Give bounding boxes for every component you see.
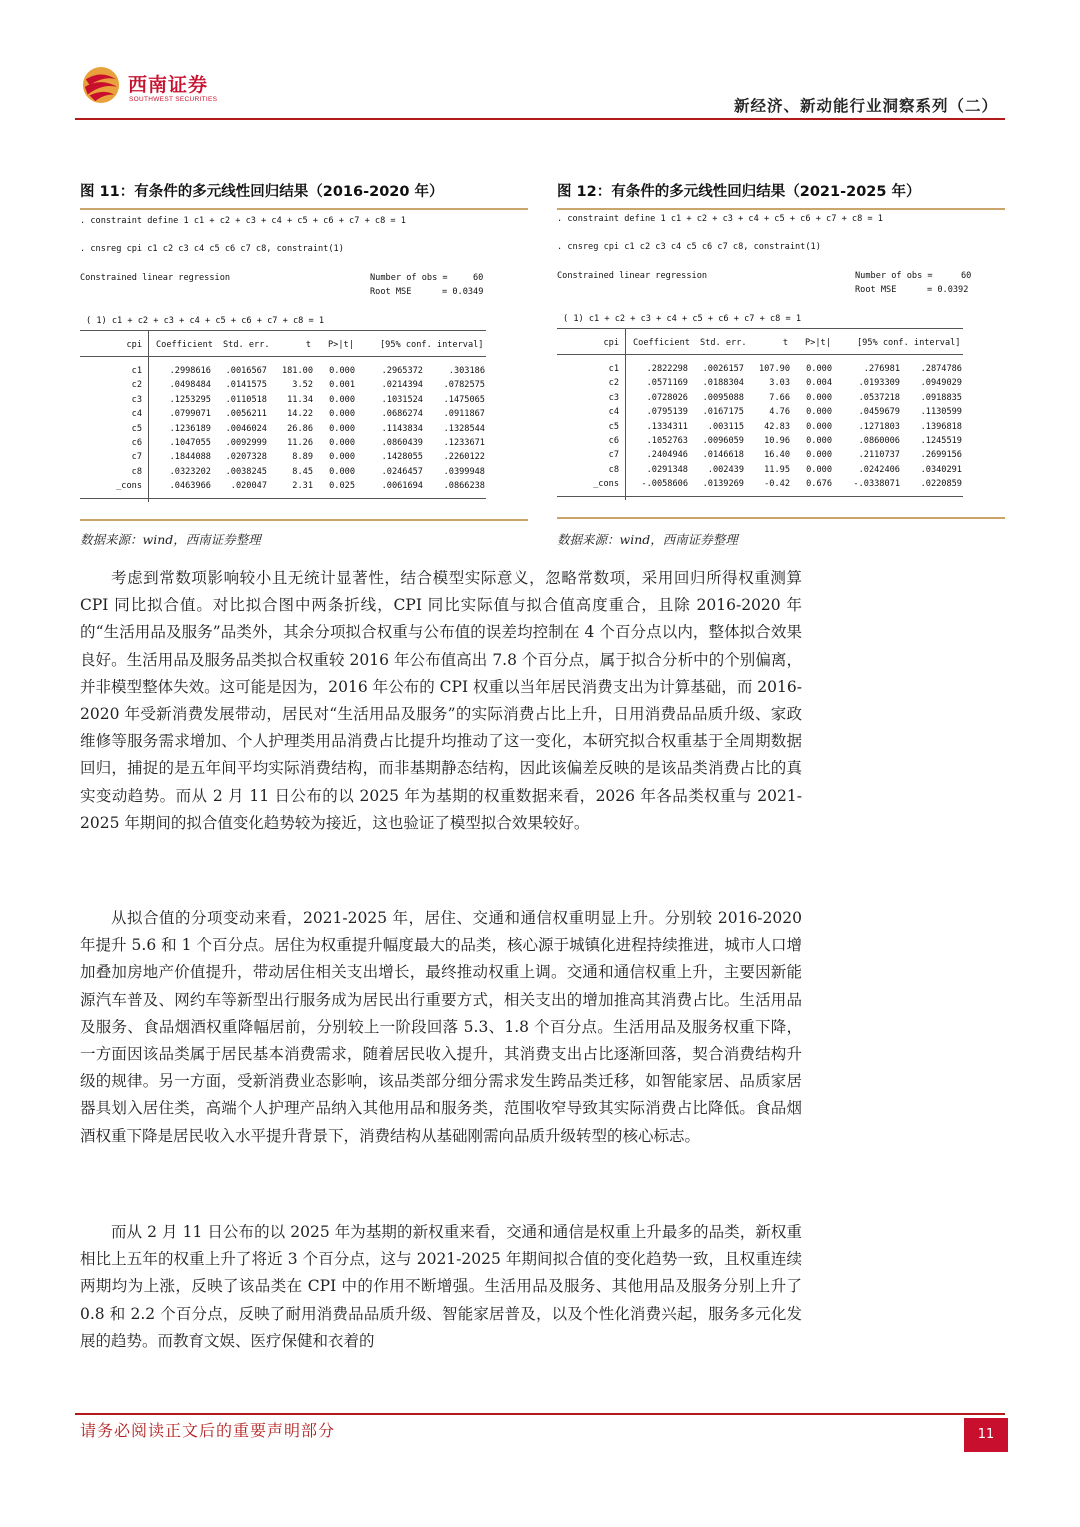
t-value: 11.26: [287, 438, 313, 448]
figure-source: 数据来源：wind，西南证券整理: [557, 532, 738, 547]
mse-label: Root MSE: [855, 285, 897, 295]
table-top-rule: [557, 328, 963, 329]
figure-title: 图 11：有条件的多元线性回归结果（2016-2020 年）: [80, 184, 444, 200]
std-error-value: .020047: [230, 481, 267, 492]
ci-upper-value: .2260122: [443, 452, 485, 463]
stata-command: . constraint define 1 c1 + c2 + c3 + c4 + c5 + c6 + c7 + c8 = 1: [557, 214, 883, 224]
t-value: 11.34: [287, 394, 313, 405]
constraint-text: ( 1) c1 + c2 + c3 + c4 + c5 + c6 + c7 + c8 = 1: [563, 314, 801, 324]
logo-emblem-icon: [82, 66, 120, 104]
ci-upper-value: .0918835: [920, 392, 962, 403]
std-error-value: .002439: [707, 464, 744, 475]
coefficient-value: .0571169: [646, 378, 688, 389]
coefficient-value: .1052763: [646, 436, 688, 446]
ci-lower-value: .0214394: [381, 380, 423, 391]
ci-lower-value: -.0338071: [853, 479, 900, 490]
coefficient-value: .1047055: [169, 438, 211, 448]
ci-lower-value: .0246457: [381, 466, 423, 477]
footer-divider: [75, 1413, 1005, 1415]
ci-lower-value: .0860439: [381, 438, 423, 448]
logo-english-name: SOUTHWEST SECURITIES: [129, 96, 218, 103]
table-column-divider: [148, 330, 149, 502]
coefficient-value: .2404946: [646, 450, 688, 461]
p-value: 0.000: [329, 438, 355, 448]
coefficient-value: .1334311: [646, 421, 688, 432]
ci-lower-value: .1428055: [381, 452, 423, 463]
column-header: Std. err.: [700, 338, 747, 348]
p-value: 0.000: [329, 409, 355, 420]
company-logo: [82, 66, 227, 110]
p-value: 0.000: [806, 364, 832, 374]
mse-label: Root MSE: [370, 287, 412, 297]
ci-upper-value: .0399948: [443, 466, 485, 477]
ci-upper-value: .303186: [448, 366, 485, 376]
row-label: c1: [608, 364, 619, 374]
std-error-value: .0139269: [702, 479, 744, 490]
column-header: cpi: [126, 340, 142, 350]
std-error-value: .0096059: [702, 436, 744, 446]
t-value: 8.89: [292, 452, 313, 463]
p-value: 0.000: [329, 366, 355, 376]
column-header: [95% conf. interval]: [380, 340, 484, 350]
obs-label: Number of obs =: [855, 271, 933, 281]
t-value: 10.96: [764, 436, 790, 446]
row-label: c5: [608, 421, 619, 432]
ci-lower-value: .1031524: [381, 394, 423, 405]
row-label: _cons: [116, 481, 142, 492]
column-header: Coefficient: [156, 340, 213, 350]
t-value: 4.76: [769, 407, 790, 418]
t-value: 11.95: [764, 464, 790, 475]
p-value: 0.000: [806, 464, 832, 475]
row-label: c3: [608, 392, 619, 403]
header-divider: [75, 118, 1005, 120]
ci-upper-value: .2699156: [920, 450, 962, 461]
t-value: 8.45: [292, 466, 313, 477]
ci-lower-value: .0193309: [858, 378, 900, 389]
ci-lower-value: .1271803: [858, 421, 900, 432]
row-label: c2: [608, 378, 619, 389]
body-paragraph: 考虑到常数项影响较小且无统计显著性，结合模型实际意义，忽略常数项，采用回归所得权重测算 CPI 同比拟合值。对比拟合图中两条折线，CPI 同比实际值与拟合值高度重合，且除 2016-2020 年的“生活用品及服务”品类外，其余分项拟合权重与公布值的误差均控制在 4 个百分点以内，整体拟合效果良好。生活用品及服务品类拟合权重较 2016 年公布值高出 7.8 个百分点，属于拟合分析中的个别偏离，并非模型整体失效。这可能是因为，2016 年公布的 CPI 权重以当年居民消费支出为计算基础，而 2016-2020 年受新消费发展带动，居民对“生活用品及服务”的实际消费占比上升，日用消费品品质升级、家政维修等服务需求增加、个人护理类用品消费占比提升均推动了这一变化，本研究拟合权重基于全周期数据回归，捕捉的是五年间平均实际消费结构，而非基期静态结构，因此该偏差反映的是该品类消费占比的真实变动趋势。而从 2 月 11 日公布的以 2025 年为基期的权重数据来看，2026 年各品类权重与 2021-2025 年期间的拟合值变化趋势较为接近，这也验证了模型拟合效果较好。: [80, 569, 802, 832]
row-label: c6: [131, 438, 142, 448]
std-error-value: .0188304: [702, 378, 744, 389]
t-value: 7.66: [769, 392, 790, 403]
std-error-value: .0146618: [702, 450, 744, 461]
figure-top-rule: [557, 208, 1005, 210]
row-label: c7: [608, 450, 619, 461]
figure-12: [557, 180, 1005, 547]
ci-upper-value: .0911867: [443, 409, 485, 420]
row-label: c8: [131, 466, 142, 477]
t-value: 26.86: [287, 423, 313, 434]
table-bottom-rule: [557, 496, 963, 497]
p-value: 0.676: [806, 479, 832, 490]
coefficient-value: .2822298: [646, 364, 688, 374]
std-error-value: .0207328: [225, 452, 267, 463]
row-label: _cons: [593, 479, 619, 490]
std-error-value: .0046024: [225, 423, 267, 434]
table-header-rule: [80, 356, 486, 357]
ci-lower-value: .0537218: [858, 392, 900, 403]
row-label: c4: [131, 409, 142, 420]
ci-upper-value: .2874786: [920, 364, 962, 374]
std-error-value: .0026157: [702, 364, 744, 374]
column-header: P>|t|: [805, 338, 831, 348]
obs-value: 60: [473, 273, 484, 283]
ci-lower-value: .0860006: [858, 436, 900, 446]
p-value: 0.000: [329, 394, 355, 405]
body-paragraph: 而从 2 月 11 日公布的以 2025 年为基期的新权重来看，交通和通信是权重上升最多的品类，新权重相比上五年的权重上升了将近 3 个百分点，这与 2021-2025 年期间拟合值的变化趋势一致，且权重连续两期均为上涨，反映了该品类在 CPI 中的作用不断增强。生活用品及服务、其他用品及服务分别上升了 0.8 和 2.2 个百分点，反映了耐用消费品品质升级、智能家居普及，以及个性化消费兴起，服务多元化发展的趋势。而教育文娱、医疗保健和衣着的: [80, 1223, 802, 1350]
table-top-rule: [80, 330, 486, 331]
table-header-rule: [557, 354, 963, 355]
p-value: 0.000: [329, 452, 355, 463]
figure-11: [80, 180, 528, 547]
p-value: 0.000: [806, 421, 832, 432]
page-number: 11: [964, 1418, 1008, 1452]
coefficient-value: .1236189: [169, 423, 211, 434]
ci-lower-value: .2965372: [381, 366, 423, 376]
coefficient-value: .0799071: [169, 409, 211, 420]
row-label: c5: [131, 423, 142, 434]
column-header: t: [305, 340, 311, 350]
mse-value: = 0.0349: [442, 287, 484, 297]
coefficient-value: .0728026: [646, 392, 688, 403]
row-label: c2: [131, 380, 142, 391]
ci-lower-value: .0061694: [381, 481, 423, 492]
std-error-value: .0167175: [702, 407, 744, 418]
ci-upper-value: .1328544: [443, 423, 485, 434]
figure-title: 图 12：有条件的多元线性回归结果（2021-2025 年）: [557, 184, 921, 200]
ci-lower-value: .276981: [863, 364, 900, 374]
t-value: 2.31: [292, 481, 313, 492]
ci-lower-value: .0242406: [858, 464, 900, 475]
p-value: 0.000: [806, 450, 832, 461]
t-value: 3.03: [769, 378, 790, 389]
t-value: 3.52: [292, 380, 313, 391]
column-header: cpi: [603, 338, 619, 348]
p-value: 0.000: [806, 436, 832, 446]
obs-value: 60: [961, 271, 972, 281]
p-value: 0.004: [806, 378, 832, 389]
ci-upper-value: .0949029: [920, 378, 962, 389]
figure-bottom-rule: [80, 519, 528, 521]
coefficient-value: .0463966: [169, 481, 211, 492]
coefficient-value: .1844088: [169, 452, 211, 463]
std-error-value: .0056211: [225, 409, 267, 420]
column-header: t: [782, 338, 788, 348]
std-error-value: .0095088: [702, 392, 744, 403]
ci-lower-value: .2110737: [858, 450, 900, 461]
column-header: Coefficient: [633, 338, 690, 348]
p-value: 0.025: [329, 481, 355, 492]
row-label: c6: [608, 436, 619, 446]
row-label: c3: [131, 394, 142, 405]
stata-command: . cnsreg cpi c1 c2 c3 c4 c5 c6 c7 c8, constraint(1): [80, 244, 344, 254]
figure-bottom-rule: [557, 517, 1005, 519]
column-header: [95% conf. interval]: [857, 338, 961, 348]
std-error-value: .0110518: [225, 394, 267, 405]
logo-chinese-name: 西南证券: [128, 74, 209, 96]
ci-upper-value: .0220859: [920, 479, 962, 490]
figure-source: 数据来源：wind，西南证券整理: [80, 532, 261, 547]
obs-label: Number of obs =: [370, 273, 448, 283]
t-value: 42.83: [764, 421, 790, 432]
t-value: -0.42: [764, 479, 790, 490]
coefficient-value: .1253295: [169, 394, 211, 405]
ci-upper-value: .1130599: [920, 407, 962, 418]
constraint-text: ( 1) c1 + c2 + c3 + c4 + c5 + c6 + c7 + c8 = 1: [86, 316, 324, 326]
coefficient-value: -.0058606: [641, 479, 688, 490]
coefficient-value: .0795139: [646, 407, 688, 418]
p-value: 0.000: [806, 407, 832, 418]
ci-upper-value: .1396818: [920, 421, 962, 432]
model-name: Constrained linear regression: [80, 273, 231, 283]
p-value: 0.001: [329, 380, 355, 391]
disclaimer-notice: 请务必阅读正文后的重要声明部分: [80, 1421, 336, 1440]
model-name: Constrained linear regression: [557, 271, 708, 281]
std-error-value: .0092999: [225, 438, 267, 448]
std-error-value: .003115: [707, 421, 744, 432]
ci-upper-value: .0340291: [920, 464, 962, 475]
row-label: c4: [608, 407, 619, 418]
row-label: c8: [608, 464, 619, 475]
row-label: c1: [131, 366, 142, 376]
coefficient-value: .0323202: [169, 466, 211, 477]
coefficient-value: .2998616: [169, 366, 211, 376]
p-value: 0.000: [329, 423, 355, 434]
stata-command: . constraint define 1 c1 + c2 + c3 + c4 + c5 + c6 + c7 + c8 = 1: [80, 216, 406, 226]
t-value: 181.00: [281, 366, 313, 376]
ci-upper-value: .0866238: [443, 481, 485, 492]
std-error-value: .0016567: [225, 366, 267, 376]
table-bottom-rule: [80, 498, 486, 499]
ci-upper-value: .0782575: [443, 380, 485, 391]
p-value: 0.000: [329, 466, 355, 477]
body-paragraph: 从拟合值的分项变动来看，2021-2025 年，居住、交通和通信权重明显上升。分别较 2016-2020 年提升 5.6 和 1 个百分点。居住为权重提升幅度最大的品类，核心源于城镇化进程持续推进，城市人口增加叠加房地产价值提升，带动居住相关支出增长，最终推动权重上调。交通和通信权重上升，主要因新能源汽车普及、网约车等新型出行服务成为居民出行重要方式，相关支出的增加推高其消费占比。生活用品及服务、食品烟酒权重降幅居前，分别较上一阶段回落 5.3、1.8 个百分点。生活用品及服务权重下降，一方面因该品类属于居民基本消费需求，随着居民收入提升，其消费支出占比逐渐回落，契合消费结构升级的规律。另一方面，受新消费业态影响，该品类部分细分需求发生跨品类迁移，如智能家居、品质家居器具划入居住类，高端个人护理产品纳入其他用品和服务类，范围收窄导致其实际消费占比降低。食品烟酒权重下降是居民收入水平提升背景下，消费结构从基础刚需向品质升级转型的核心标志。: [80, 909, 802, 1145]
mse-value: = 0.0392: [927, 285, 969, 295]
ci-lower-value: .0459679: [858, 407, 900, 418]
report-series-title: 新经济、新动能行业洞察系列（二）: [733, 96, 998, 115]
std-error-value: .0038245: [225, 466, 267, 477]
ci-upper-value: .1475065: [443, 394, 485, 405]
ci-lower-value: .1143834: [381, 423, 423, 434]
p-value: 0.000: [806, 392, 832, 403]
row-label: c7: [131, 452, 142, 463]
std-error-value: .0141575: [225, 380, 267, 391]
column-header: P>|t|: [328, 340, 354, 350]
figure-top-rule: [80, 208, 528, 210]
ci-lower-value: .0686274: [381, 409, 423, 420]
coefficient-value: .0291348: [646, 464, 688, 475]
t-value: 107.90: [758, 364, 790, 374]
coefficient-value: .0498484: [169, 380, 211, 391]
t-value: 16.40: [764, 450, 790, 461]
ci-upper-value: .1233671: [443, 438, 485, 448]
ci-upper-value: .1245519: [920, 436, 962, 446]
t-value: 14.22: [287, 409, 313, 420]
column-header: Std. err.: [223, 340, 270, 350]
table-column-divider: [625, 328, 626, 500]
stata-command: . cnsreg cpi c1 c2 c3 c4 c5 c6 c7 c8, constraint(1): [557, 242, 821, 252]
